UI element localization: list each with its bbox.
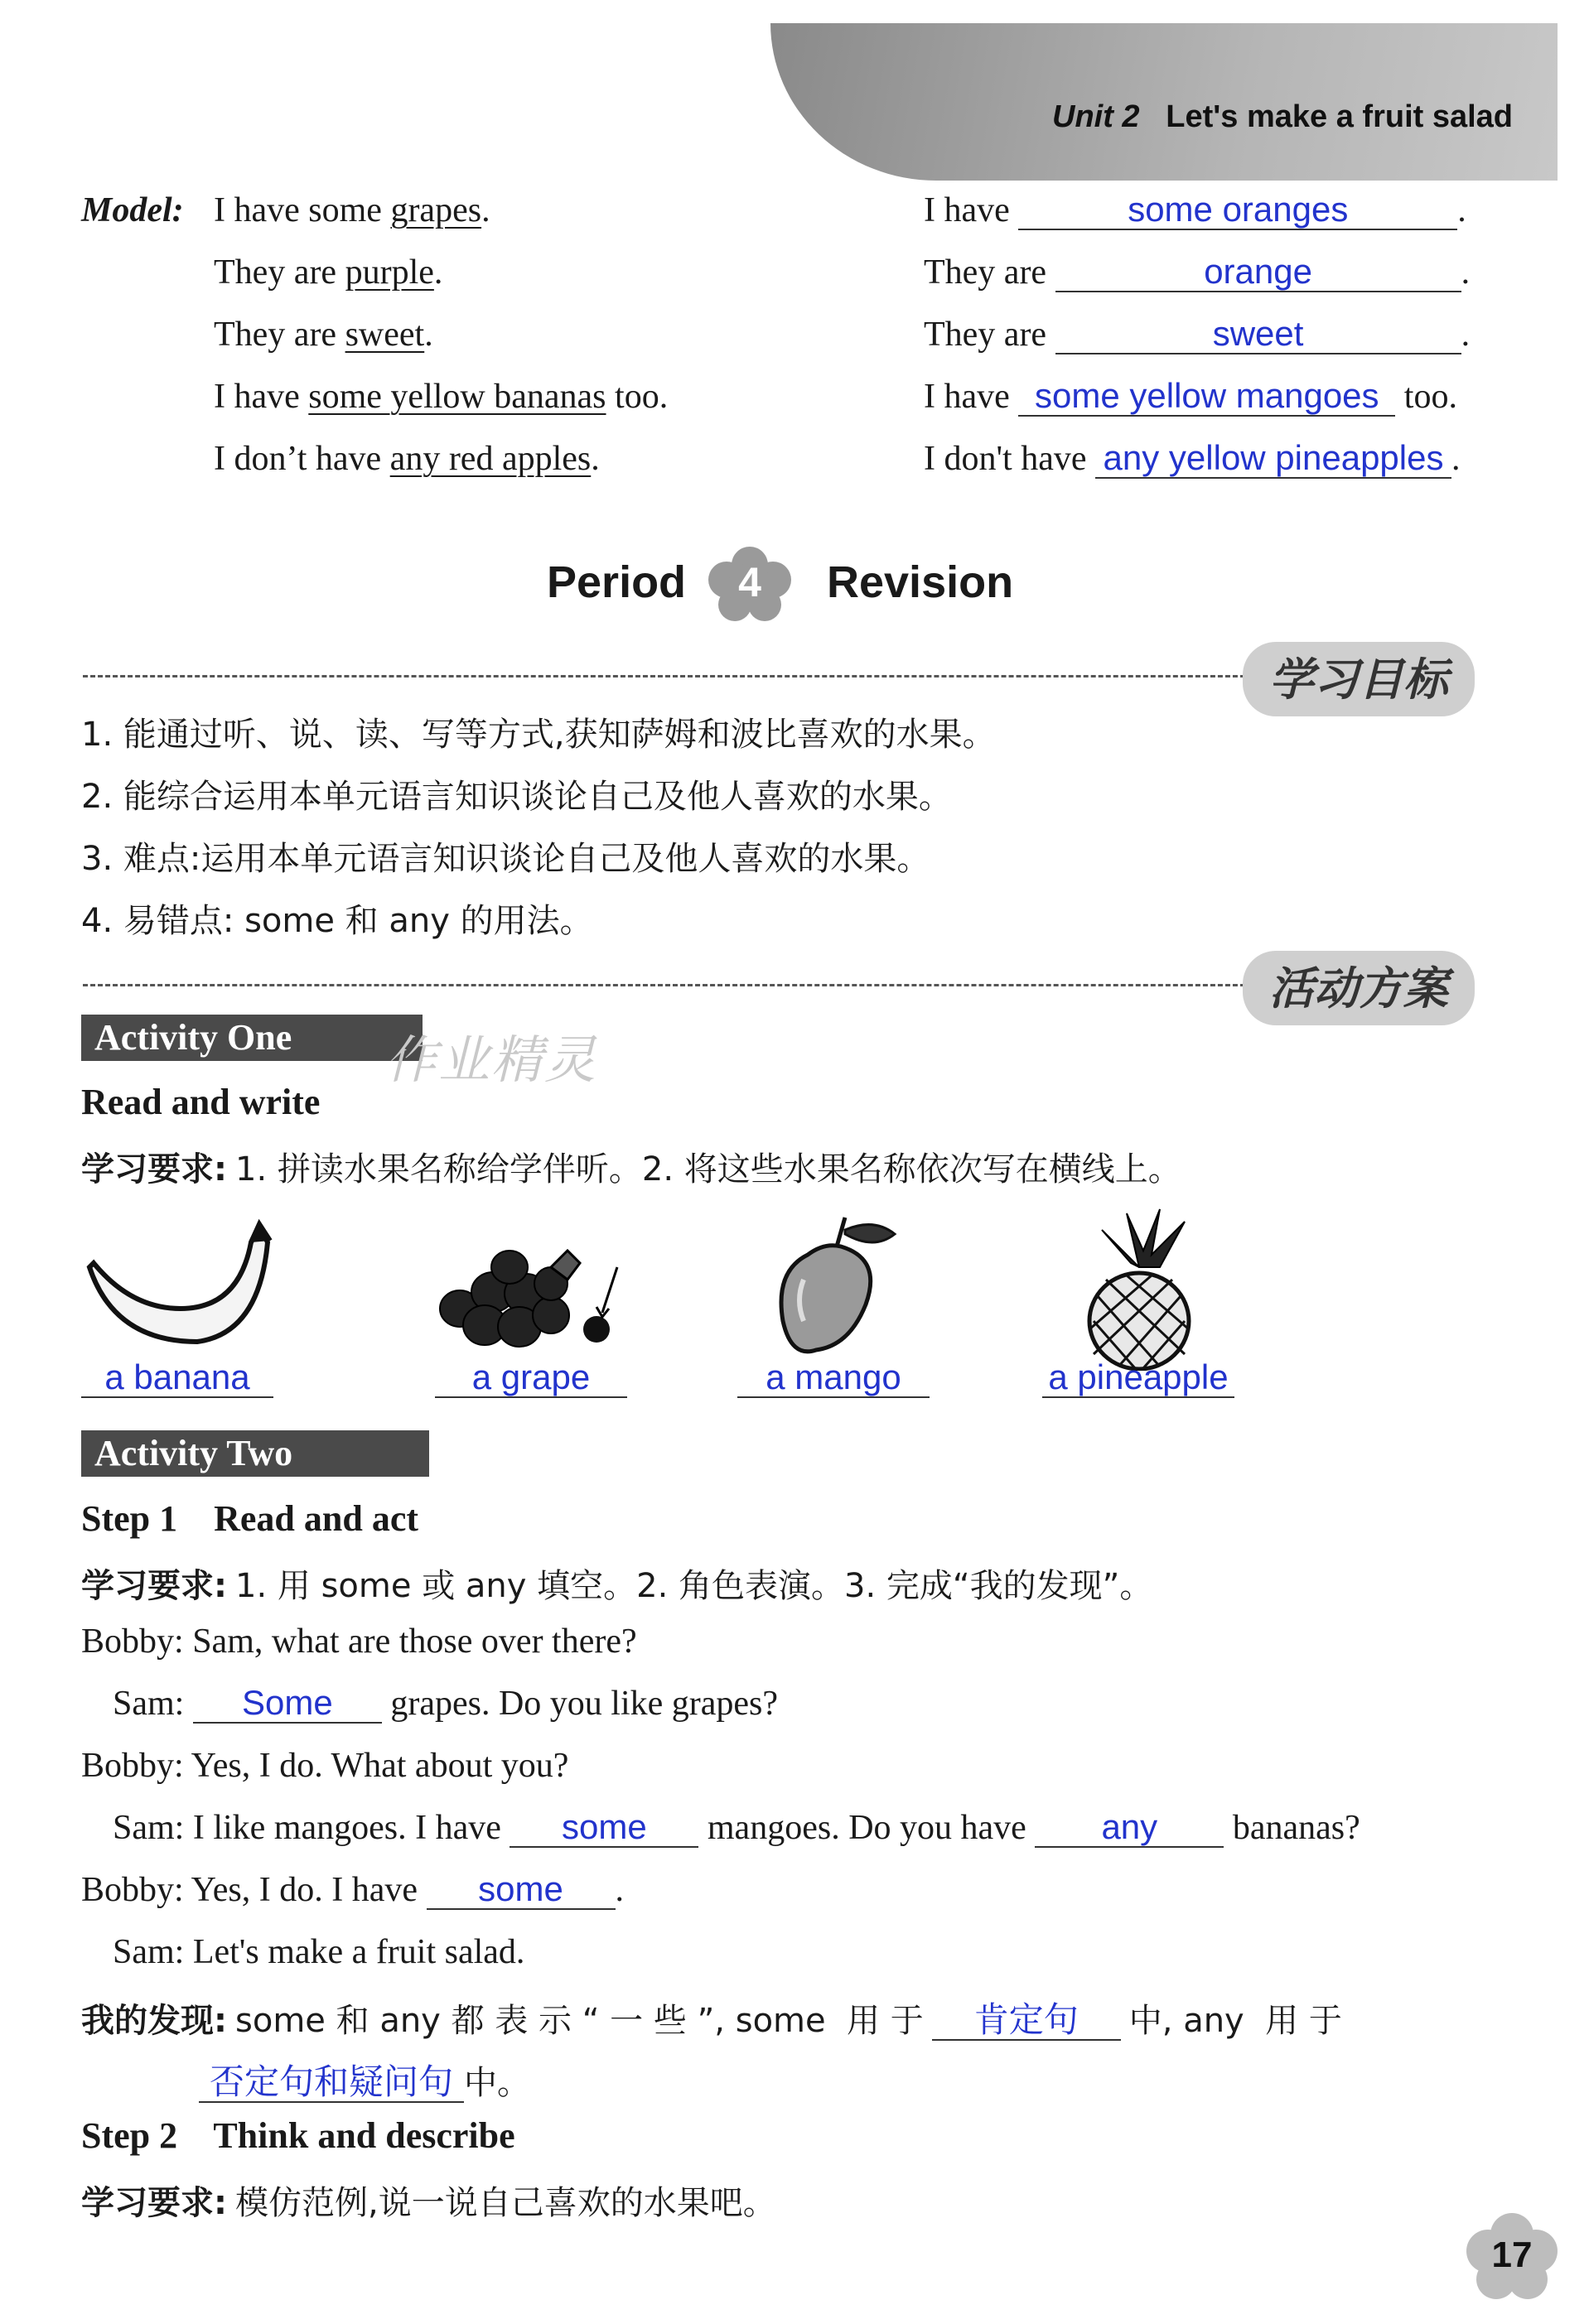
dialog-line-6 (113, 1932, 524, 1972)
unit-label: Unit 2 (1052, 99, 1140, 134)
answer-prefix: I have (924, 378, 1010, 416)
dialog-text: Yes, I do. What about you? (191, 1747, 569, 1785)
goals-tag: 学习目标 (1243, 642, 1475, 716)
fruit-answer-3 (737, 1358, 930, 1398)
model-line-1: I have some grapes. (214, 191, 490, 229)
answer-end: . (1451, 440, 1461, 478)
answer-blank[interactable]: some yellow mangoes (1018, 377, 1395, 417)
dialog-text: I like mangoes. I have (192, 1809, 501, 1847)
req-text: 1. 拼读水果名称给学伴听。2. 将这些水果名称依次写在横线上。 (235, 1150, 1181, 1189)
req-label: 学习要求: (81, 2184, 227, 2222)
answer-blank[interactable]: any yellow pineapples (1095, 439, 1451, 479)
answer-blank[interactable]: a pineapple (1042, 1358, 1234, 1398)
answer-blank[interactable]: a mango (737, 1358, 930, 1398)
finding-text: 中。 (464, 2064, 530, 2102)
model-line-4: I have some yellow bananas too. (214, 378, 669, 416)
speaker: Bobby: (81, 1871, 184, 1909)
dialog-text: Sam, what are those over there? (192, 1622, 637, 1661)
activity-one-tab: Activity One (81, 1015, 423, 1061)
dialog-end: . (615, 1871, 625, 1909)
speaker: Bobby: (81, 1747, 184, 1785)
answer-blank[interactable]: some (510, 1808, 698, 1848)
dialog-line-2 (113, 1684, 778, 1724)
dialog-text: Yes, I do. I have (191, 1871, 418, 1909)
answer-prefix: I don't have (924, 440, 1087, 478)
dialog-line-4 (113, 1808, 1360, 1848)
answer-blank[interactable]: some oranges (1018, 190, 1457, 230)
dialog-text: mangoes. Do you have (707, 1809, 1026, 1847)
answer-line-3 (924, 315, 1470, 354)
plan-tag: 活动方案 (1243, 951, 1475, 1025)
model-line-2: They are purple. (214, 253, 443, 292)
unit-title (1052, 99, 1513, 135)
answer-blank[interactable]: 肯定句 (932, 2001, 1121, 2041)
activity-two-req (81, 1560, 1152, 1607)
period-word: Period (547, 557, 687, 607)
activity-one-req (81, 1143, 1181, 1190)
speaker: Sam: (113, 1809, 185, 1847)
dialog-text: grapes. Do you like grapes? (390, 1685, 779, 1723)
dialog-text: Let's make a fruit salad. (192, 1933, 525, 1971)
goal-item-3: 3. 难点:运用本单元语言知识谈论自己及他人喜欢的水果。 (81, 840, 930, 878)
finding-text: some 和 any 都 表 示 “ 一 些 ”, some 用 于 (235, 2002, 924, 2040)
banana-icon (81, 1217, 280, 1358)
answer-line-2 (924, 253, 1470, 292)
activity-one-title: Read and write (81, 1082, 321, 1122)
answer-end: . (1457, 191, 1466, 229)
speaker: Sam: (113, 1685, 185, 1723)
answer-blank[interactable]: a grape (435, 1358, 627, 1398)
pineapple-icon (1069, 1205, 1210, 1371)
model-line-5: I don’t have any red apples. (214, 440, 600, 478)
mango-icon (758, 1213, 907, 1362)
answer-prefix: They are (924, 253, 1047, 292)
page-number-badge (1466, 2211, 1558, 2302)
answer-end: too. (1403, 378, 1457, 416)
answer-blank[interactable]: Some (193, 1684, 382, 1724)
finding-text: 中, any 用 于 (1128, 2002, 1342, 2040)
req-text: 1. 用 some 或 any 填空。2. 角色表演。3. 完成“我的发现”。 (235, 1567, 1153, 1605)
goals-divider (83, 675, 1268, 677)
finding-line-2 (199, 2056, 530, 2104)
step1-title: Step 1 Read and act (81, 1498, 419, 1539)
step2-req (81, 2177, 776, 2224)
flower-icon (708, 547, 791, 621)
fruit-answer-4 (1042, 1358, 1234, 1398)
step2-title: Step 2 Think and describe (81, 2115, 515, 2156)
finding-label: 我的发现: (81, 2002, 227, 2040)
dialog-line-3 (81, 1746, 568, 1786)
answer-blank[interactable]: a banana (81, 1358, 273, 1398)
answer-prefix: They are (924, 316, 1047, 354)
period-number: 4 (738, 559, 761, 605)
model-line-3: They are sweet. (214, 316, 433, 354)
dialog-line-1 (81, 1622, 637, 1661)
finding-line-1 (81, 1994, 1342, 2042)
answer-blank[interactable]: 否定句和疑问句 (199, 2063, 464, 2103)
answer-blank[interactable]: any (1035, 1808, 1224, 1848)
period-name: Revision (827, 557, 1014, 607)
fruit-answer-1 (81, 1358, 273, 1398)
goal-item-2: 2. 能综合运用本单元语言知识谈论自己及他人喜欢的水果。 (81, 778, 952, 816)
plan-divider (83, 984, 1268, 986)
answer-line-5 (924, 439, 1461, 479)
watermark: 作业精灵 (385, 1029, 598, 1090)
unit-name: Let's make a fruit salad (1166, 99, 1514, 134)
req-label: 学习要求: (81, 1567, 227, 1605)
answer-line-4 (924, 377, 1457, 417)
page-number: 17 (1491, 2235, 1533, 2275)
goal-item-4: 4. 易错点: some 和 any 的用法。 (81, 902, 593, 940)
answer-blank[interactable]: some (427, 1870, 616, 1910)
answer-end: . (1461, 316, 1471, 354)
model-label: Model: (81, 191, 184, 229)
answer-end: . (1461, 253, 1471, 292)
activity-two-tab: Activity Two (81, 1430, 429, 1477)
period-title (547, 557, 686, 608)
grape-icon (427, 1242, 625, 1358)
speaker: Sam: (113, 1933, 185, 1971)
fruit-answer-2 (435, 1358, 627, 1398)
req-text: 模仿范例,说一说自己喜欢的水果吧。 (235, 2184, 776, 2222)
answer-blank[interactable]: sweet (1055, 315, 1461, 354)
answer-blank[interactable]: orange (1055, 253, 1461, 292)
answer-line-1 (924, 190, 1466, 230)
dialog-line-5 (81, 1870, 624, 1910)
speaker: Bobby: (81, 1622, 184, 1661)
answer-prefix: I have (924, 191, 1010, 229)
dialog-text: bananas? (1232, 1809, 1360, 1847)
req-label: 学习要求: (81, 1150, 227, 1189)
goal-item-1: 1. 能通过听、说、读、写等方式,获知萨姆和波比喜欢的水果。 (81, 716, 996, 754)
